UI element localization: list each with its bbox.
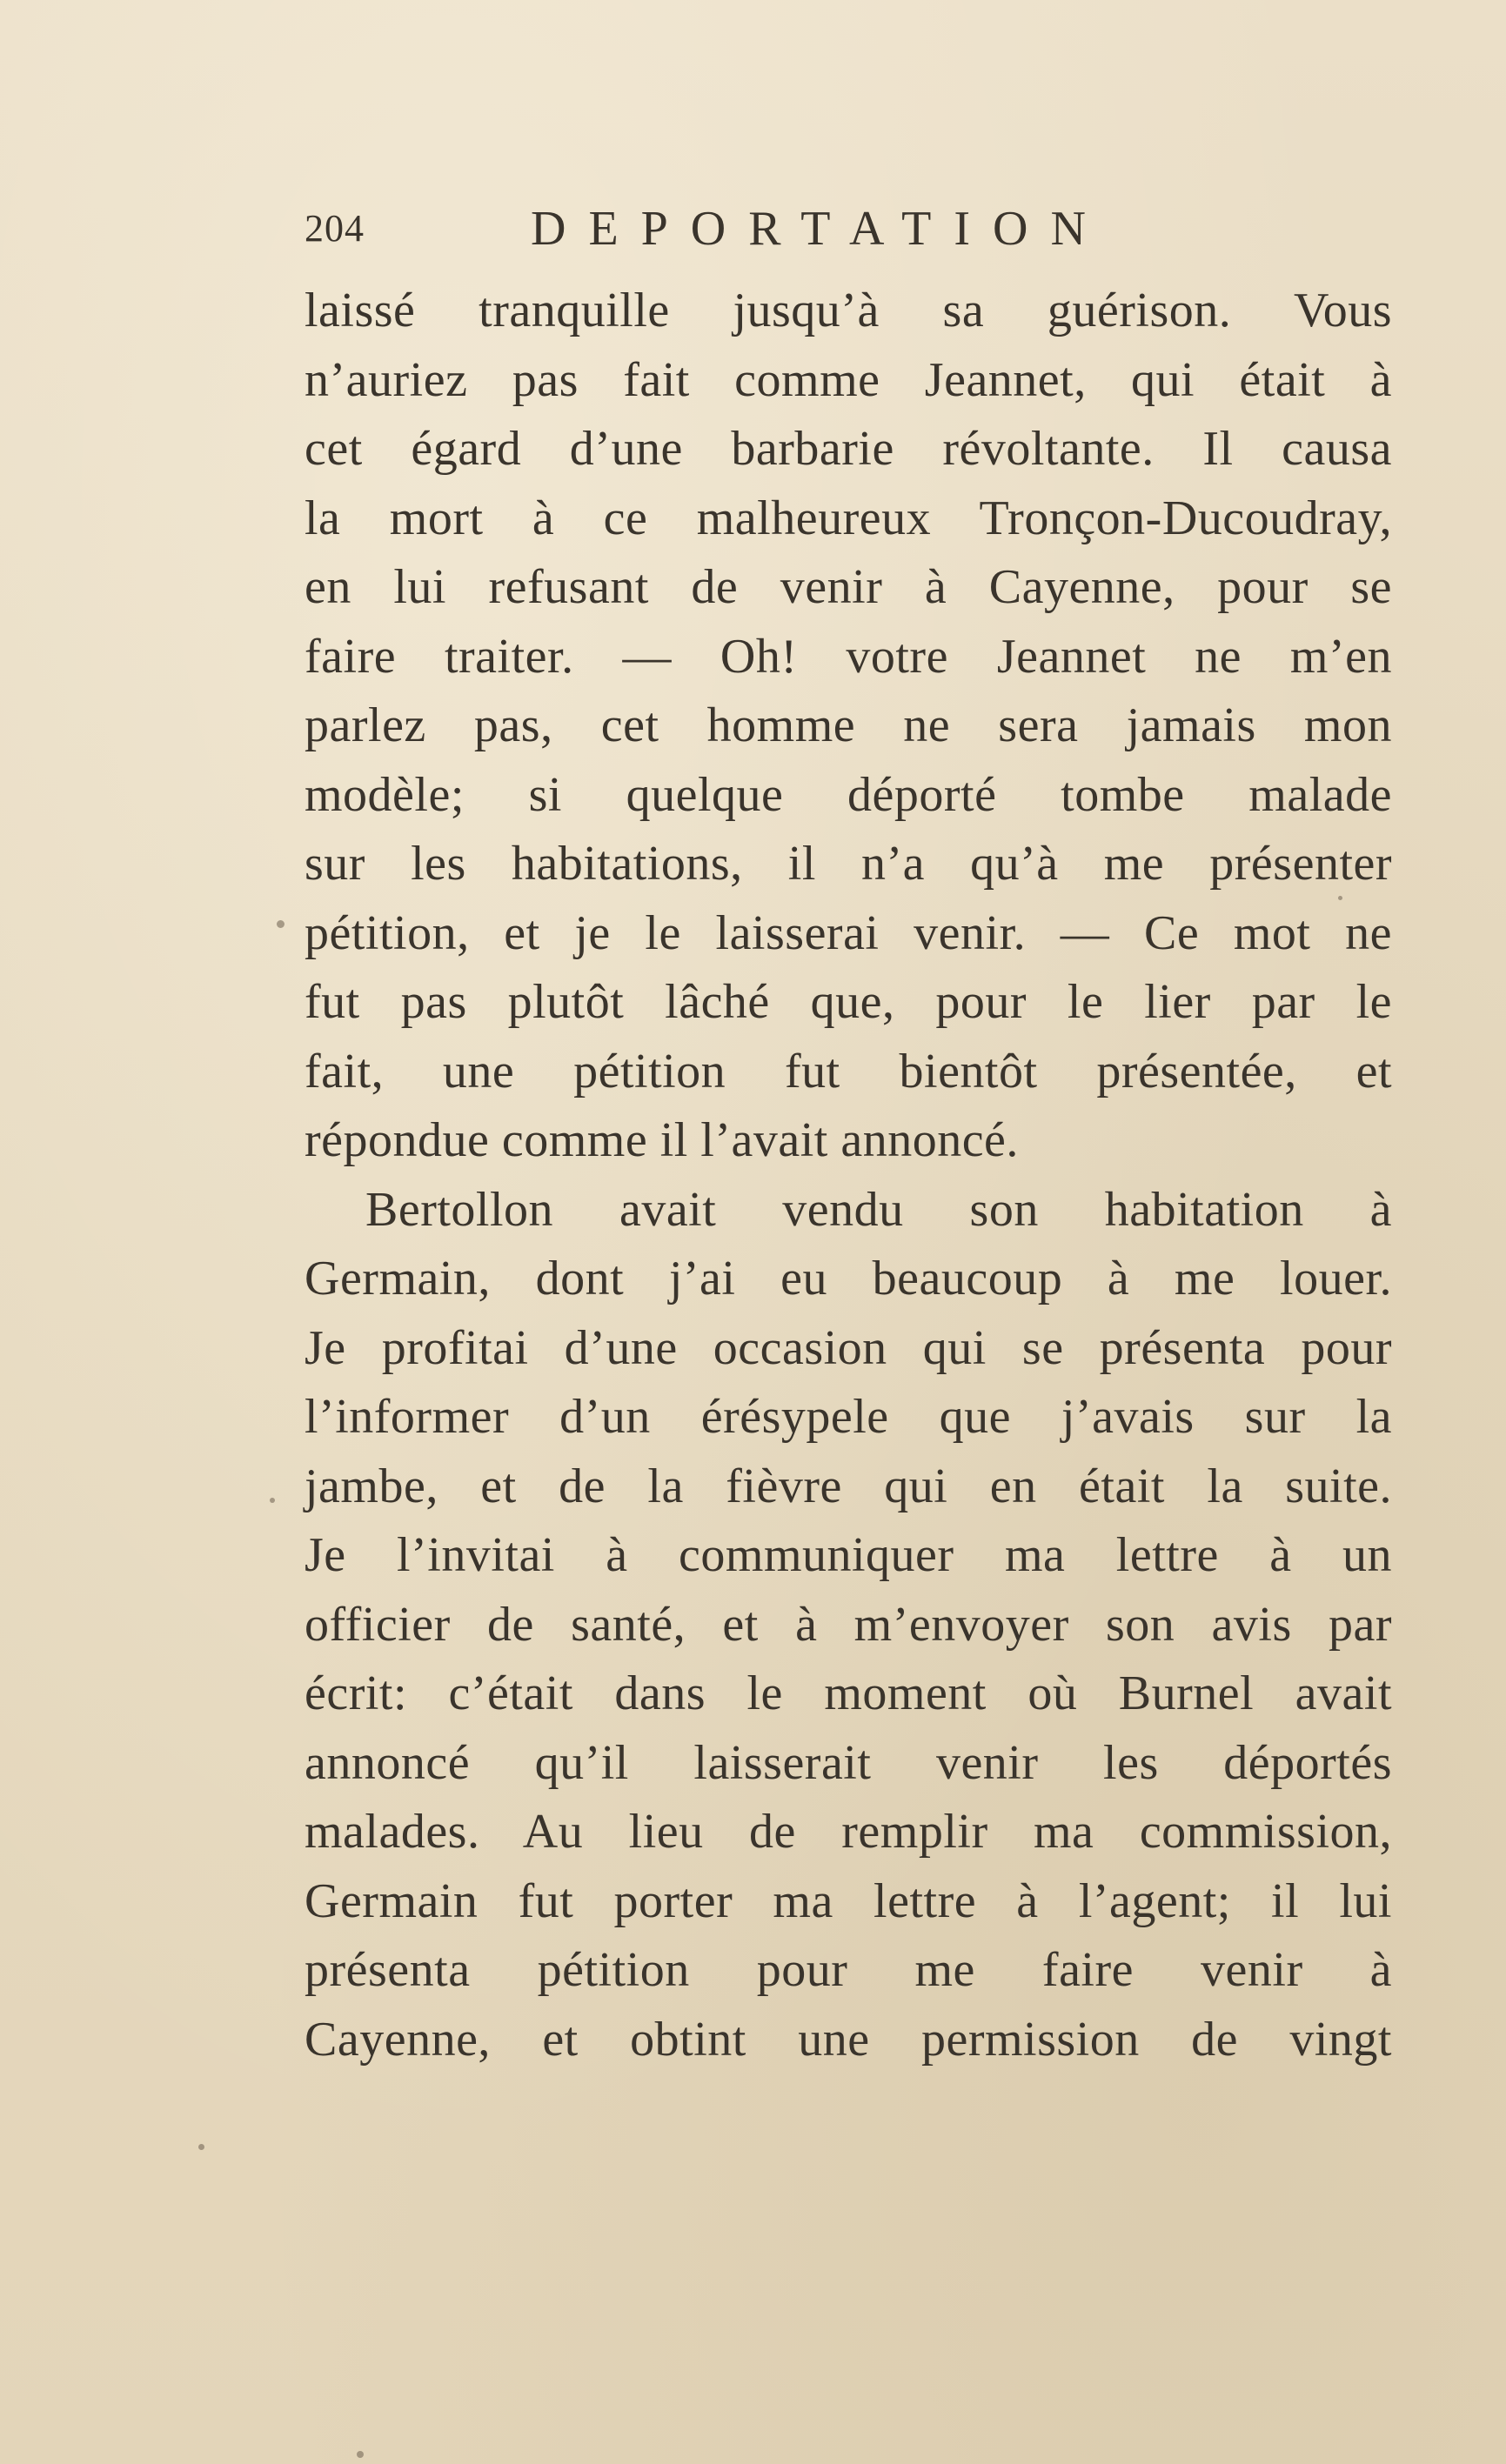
text-line: écrit: c’était dans le moment où Burnel avait xyxy=(305,1666,1392,1720)
text-line: jambe, et de la fièvre qui en était la suite. xyxy=(305,1459,1392,1513)
text-line: officier de santé, et à m’envoyer son avis par xyxy=(305,1597,1392,1652)
text-line: fut pas plutôt lâché que, pour le lier par le xyxy=(305,975,1392,1029)
text-line: fait, une pétition fut bientôt présentée, et xyxy=(305,1044,1392,1098)
text-line: Cayenne, et obtint une permission de vingt xyxy=(305,2012,1392,2067)
running-title: DEPORTATION xyxy=(531,202,1108,256)
text-line: faire traiter. — Oh! votre Jeannet ne m’en xyxy=(305,629,1392,684)
paragraph-end-line: répondue comme il l’avait annoncé. xyxy=(305,1113,1019,1167)
paper-speck xyxy=(277,920,284,928)
text-line: malades. Au lieu de remplir ma commission, xyxy=(305,1805,1392,1859)
paper-speck xyxy=(198,2144,204,2150)
text-line: n’auriez pas fait comme Jeannet, qui était à xyxy=(305,352,1392,407)
text-line: l’informer d’un érésypele que j’avais sur la xyxy=(305,1390,1392,1444)
text-line: modèle; si quelque déporté tombe malade xyxy=(305,767,1392,822)
page-number: 204 xyxy=(305,207,365,250)
text-line: Germain fut porter ma lettre à l’agent; il lui xyxy=(305,1873,1392,1928)
paper-speck xyxy=(1338,896,1342,900)
paper-speck xyxy=(270,1498,275,1503)
page-header xyxy=(305,198,1401,268)
text-line: la mort à ce malheureux Tronçon-Ducoudray, xyxy=(305,491,1392,545)
text-line: Germain, dont j’ai eu beaucoup à me louer. xyxy=(305,1252,1392,1305)
text-line: parlez pas, cet homme ne sera jamais mon xyxy=(305,698,1392,752)
text-line: annoncé qu’il laisserait venir les déportés xyxy=(305,1735,1392,1790)
body-text xyxy=(305,277,1392,2074)
text-line: pétition, et je le laisserai venir. — Ce mot ne xyxy=(305,905,1392,960)
text-line: en lui refusant de venir à Cayenne, pour se xyxy=(305,560,1392,614)
text-line: Je profitai d’une occasion qui se présenta pour xyxy=(305,1320,1392,1375)
text-line: sur les habitations, il n’a qu’à me présenter xyxy=(305,837,1392,891)
text-line: laissé tranquille jusqu’à sa guérison. Vous xyxy=(305,284,1392,337)
text-line: Je l’invitai à communiquer ma lettre à un xyxy=(305,1528,1392,1582)
paragraph-start-line: Bertollon avait vendu son habitation à xyxy=(365,1182,1392,1237)
text-line: cet égard d’une barbarie révoltante. Il causa xyxy=(305,422,1392,476)
paper-speck xyxy=(357,2451,364,2458)
text-line: présenta pétition pour me faire venir à xyxy=(305,1943,1392,1997)
